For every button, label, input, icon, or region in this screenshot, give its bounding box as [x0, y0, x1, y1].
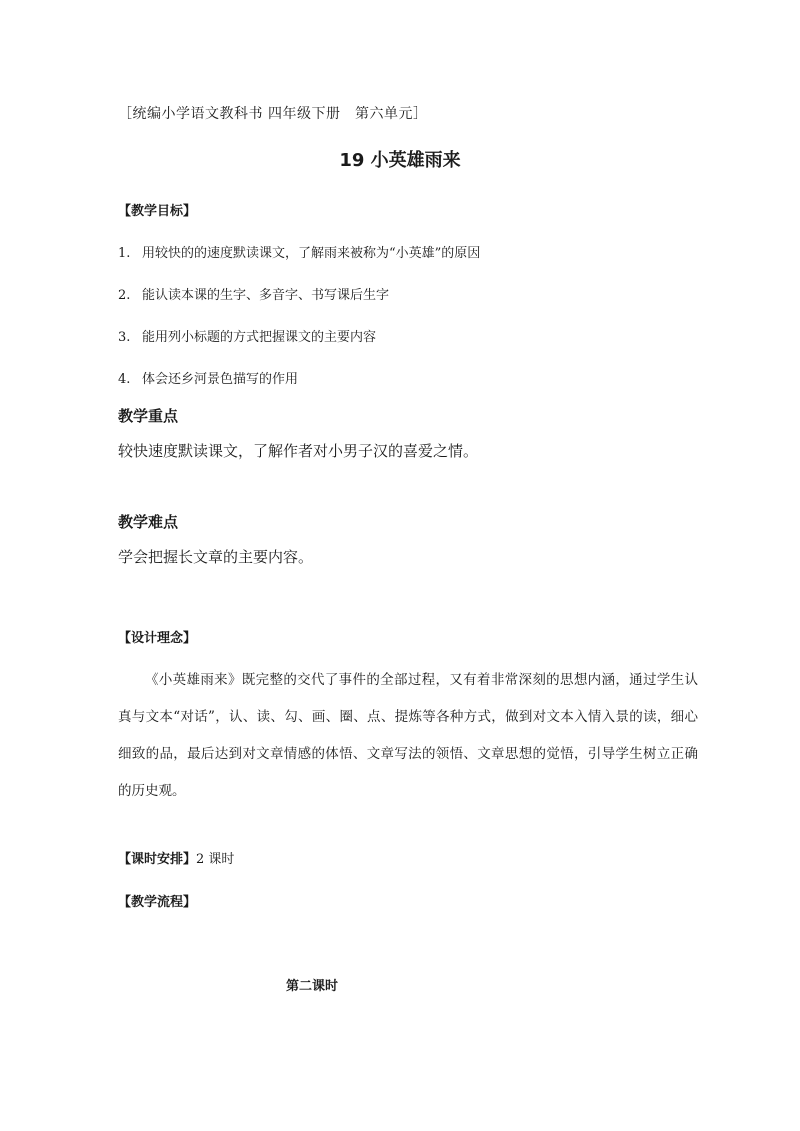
design-paragraph: 《小英雄雨来》既完整的交代了事件的全部过程，又有着非常深刻的思想内涵，通过学生认真与文本“对话”，认、读、勾、画、圈、点、提炼等各种方式，做到对文本入情入景的读，细心细致的品，最后达到对文章情感的体悟、文章写法的领悟、文章思想的觉悟，引导学生树立正确的历史观。	[118, 672, 698, 799]
objective-number: 3.	[118, 330, 131, 345]
key-point-heading: 教学重点	[118, 407, 179, 425]
schedule-value: 2 课时	[196, 852, 235, 867]
objective-text: 能用列小标题的方式把握课文的主要内容	[142, 330, 377, 345]
objective-item-2	[118, 284, 389, 303]
page-title: 19 小英雄雨来	[339, 150, 461, 171]
schedule-label: 【课时安排】	[118, 852, 197, 867]
process-label: 【教学流程】	[118, 895, 197, 910]
difficulty-text: 学会把握长文章的主要内容。	[118, 548, 314, 566]
key-point-text: 较快速度默读课文，了解作者对小男子汉的喜爱之情。	[118, 442, 479, 460]
objective-item-3	[118, 326, 376, 345]
lesson-heading: 第二课时	[286, 979, 339, 994]
objective-number: 4.	[118, 372, 131, 387]
objective-text: 体会还乡河景色描写的作用	[142, 372, 299, 387]
objective-text: 用较快的的速度默读课文，了解雨来被称为“小英雄”的原因	[142, 246, 481, 261]
objective-item-4	[118, 368, 298, 387]
header-textbook-info: ［统编小学语文教科书 四年级下册 第六单元］	[118, 106, 428, 122]
objectives-label: 【教学目标】	[118, 204, 197, 219]
objective-text: 能认读本课的生字、多音字、书写课后生字	[142, 288, 390, 303]
objective-item-1	[118, 242, 480, 261]
objective-number: 2.	[118, 288, 131, 303]
design-label: 【设计理念】	[118, 631, 197, 646]
difficulty-heading: 教学难点	[118, 513, 179, 531]
schedule-row	[118, 848, 234, 867]
objective-number: 1.	[118, 246, 131, 261]
